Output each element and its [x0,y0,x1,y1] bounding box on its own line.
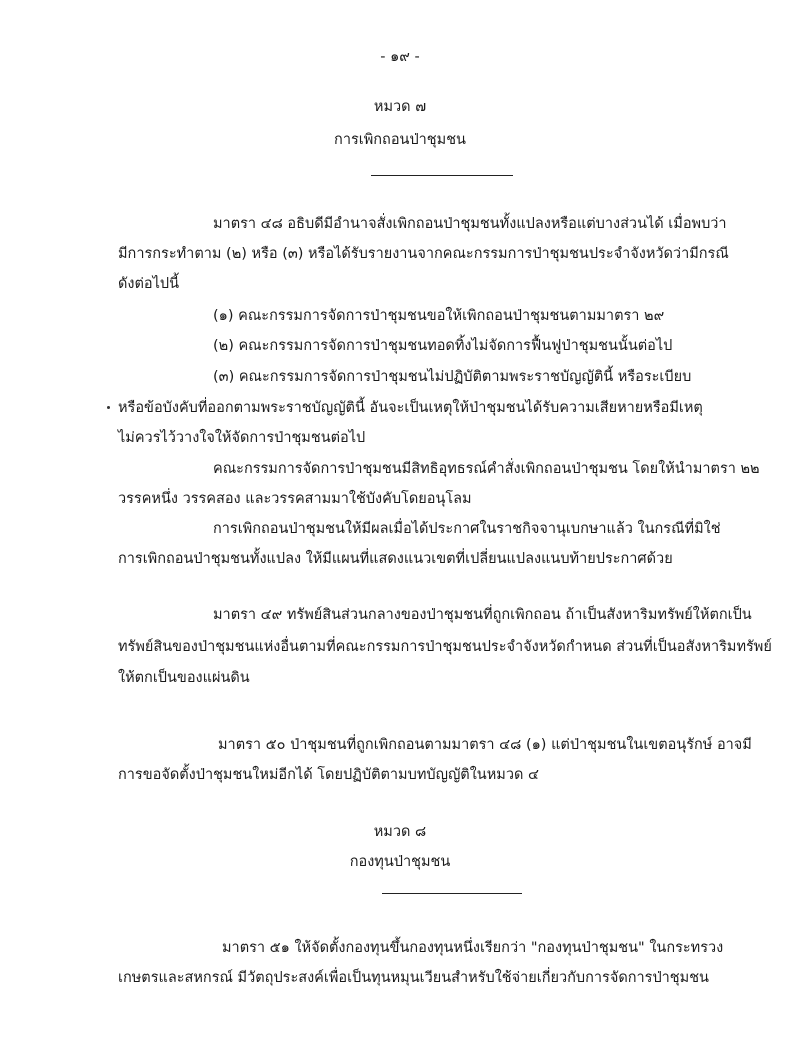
section-49-line-1: มาตรา ๔๙ ทรัพย์สินส่วนกลางของป่าชุมชนที่ถูกเพิกถอน ถ้าเป็นสังหาริมทรัพย์ให้ตกเป็น [213,607,752,623]
section-48-item-2: (๒) คณะกรรมการจัดการป่าชุมชนทอดทิ้งไม่จัดการฟื้นฟูป่าชุมชนนั้นต่อไป [213,338,673,354]
section-48-line-1: มาตรา ๔๘ อธิบดีมีอำนาจสั่งเพิกถอนป่าชุมชนทั้งแปลงหรือแต่บางส่วนได้ เมื่อพบว่า [213,216,727,232]
section-49-line-2: ทรัพย์สินของป่าชุมชนแห่งอื่นตามที่คณะกรรมการป่าชุมชนประจำจังหวัดกำหนด ส่วนที่เป็นอสังหาริมทรัพย์ [118,639,772,655]
section-48-line-2: มีการกระทำตาม (๒) หรือ (๓) หรือได้รับรายงานจากคณะกรรมการป่าชุมชนประจำจังหวัดว่ามีกรณี [118,246,729,262]
chapter-7-heading: หมวด ๗ [373,99,427,115]
section-48-para-3-line-2: การเพิกถอนป่าชุมชนทั้งแปลง ให้มีแผนที่แสดงแนวเขตที่เปลี่ยนแปลงแนบท้ายประกาศด้วย [118,551,673,567]
section-48-item-1: (๑) คณะกรรมการจัดการป่าชุมชนขอให้เพิกถอนป่าชุมชนตามมาตรา ๒๙ [213,308,665,324]
section-48-item-3-cont-2: ไม่ควรไว้วางใจให้จัดการป่าชุมชนต่อไป [118,430,366,446]
section-48-item-3-cont-1: หรือข้อบังคับที่ออกตามพระราชบัญญัตินี้ อันจะเป็นเหตุให้ป่าชุมชนได้รับความเสียหายหรือมีเหตุ [118,400,703,416]
chapter-7-title: การเพิกถอนป่าชุมชน [334,132,466,148]
section-50-line-1: มาตรา ๕๐ ป่าชุมชนที่ถูกเพิกถอนตามมาตรา ๔๘ (๑) แต่ป่าชุมชนในเขตอนุรักษ์ อาจมี [218,737,752,753]
section-51-line-1: มาตรา ๕๑ ให้จัดตั้งกองทุนขึ้นกองทุนหนึ่งเรียกว่า "กองทุนป่าชุมชน" ในกระทรวง [222,940,724,956]
section-48-item-3: (๓) คณะกรรมการจัดการป่าชุมชนไม่ปฏิบัติตามพระราชบัญญัตินี้ หรือระเบียบ [213,369,692,385]
chapter-7-rule [371,175,513,176]
chapter-8-title: กองทุนป่าชุมชน [349,854,451,870]
section-48-para-2-line-1: คณะกรรมการจัดการป่าชุมชนมีสิทธิอุทธรณ์คำสั่งเพิกถอนป่าชุมชน โดยให้นำมาตรา ๒๒ [213,461,760,477]
scan-speck [107,406,110,409]
section-49-line-3: ให้ตกเป็นของแผ่นดิน [118,670,250,686]
section-48-para-3-line-1: การเพิกถอนป่าชุมชนให้มีผลเมื่อได้ประกาศในราชกิจจานุเบกษาแล้ว ในกรณีที่มิใช่ [213,521,721,537]
chapter-8-heading: หมวด ๘ [373,824,427,840]
section-48-para-2-line-2: วรรคหนึ่ง วรรคสอง และวรรคสามมาใช้บังคับโดยอนุโลม [118,491,472,507]
page-number: - ๑๙ - [380,49,420,65]
section-48-line-3: ดังต่อไปนี้ [118,276,180,292]
chapter-8-rule [382,893,522,894]
section-51-line-2: เกษตรและสหกรณ์ มีวัตถุประสงค์เพื่อเป็นทุนหมุนเวียนสำหรับใช้จ่ายเกี่ยวกับการจัดการป่าชุมชน [118,970,709,986]
section-50-line-2: การขอจัดตั้งป่าชุมชนใหม่อีกได้ โดยปฏิบัติตามบทบัญญัติในหมวด ๔ [118,767,539,783]
